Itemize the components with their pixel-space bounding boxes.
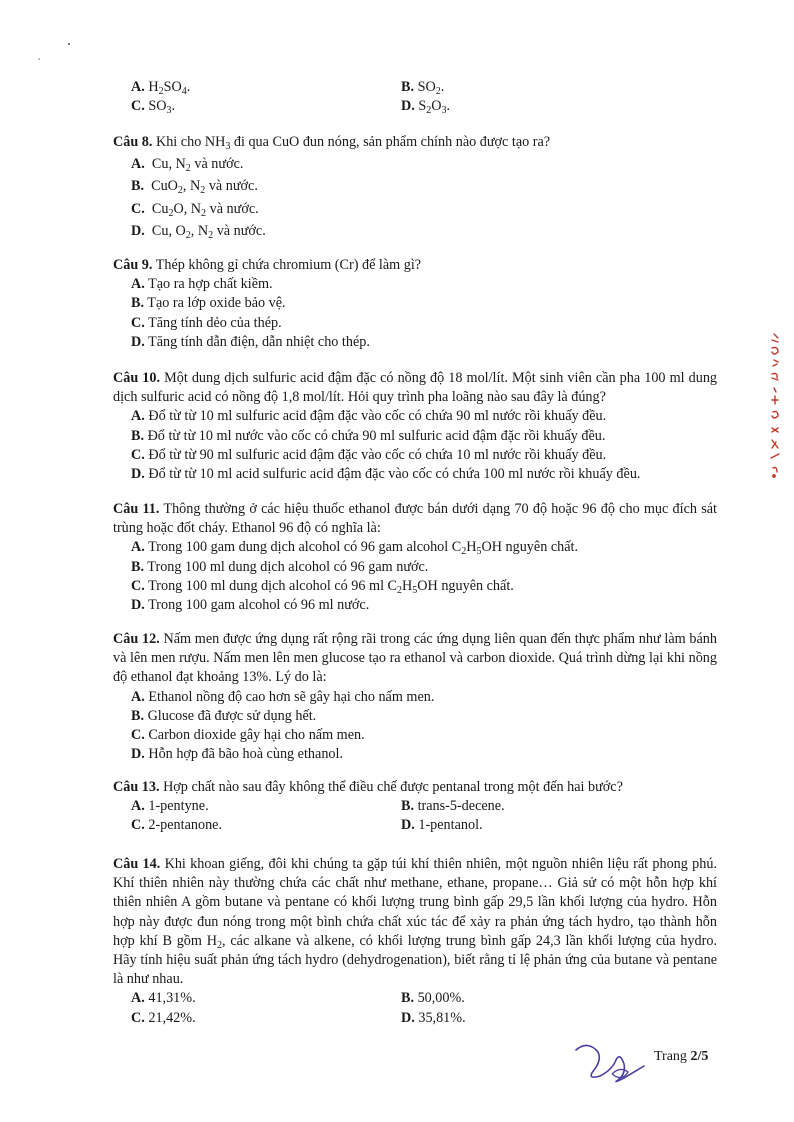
question-stem: Câu 10. Một dung dịch sulfuric acid đậm đặc có nồng độ 18 mol/lít. Một sinh viên cần pha 100 ml dung dịch sulfuric acid có nồng độ 1,8 mol/lít. Hỏi quy trình pha loãng nào sau đây là đúng? [113,370,718,406]
question-11 [113,500,717,615]
option-b: B. Đổ từ từ 10 ml nước vào cốc có chứa 90 ml sulfuric acid đậm đặc rồi khuấy đều. [131,427,606,444]
option-b: B. trans-5-decene. [401,798,505,815]
scan-speck [68,43,70,45]
option-a: A. 41,31%. [131,990,196,1007]
option-a: A. Tạo ra hợp chất kiềm. [131,276,273,293]
option-d: D. Tăng tính dẫn điện, dẫn nhiệt cho thép. [131,333,370,350]
option-a: A. $H_2SO_4$. [131,79,191,97]
side-stamp-mark [756,330,786,480]
option-c: C. Tăng tính dẻo của thép. [131,314,282,331]
option-a: A. Cu, $N_2$ và nước. [131,156,244,175]
option-b: B. $SO_2$. [401,79,445,97]
page-footer: Trang 2/5 [654,1049,709,1064]
scan-speck [38,58,40,60]
option-c: C. $SO_3$. [131,98,176,117]
option-d: D. 35,81%. [401,1009,466,1026]
option-a: A. Ethanol nồng độ cao hơn sẽ gây hại cho nấm men. [131,688,435,705]
option-c: C. Trong 100 ml dung dịch alcohol có 96 ml $C_2H_5OH$ nguyên chất. [131,577,514,596]
question-stem: Câu 13. Hợp chất nào sau đây không thể điều chế được pentanal trong một đến hai bước? [113,779,623,795]
option-b: B. 50,00%. [401,990,465,1007]
question-stem: Câu 9. Thép không gỉ chứa chromium (Cr) để làm gì? [113,257,422,273]
option-d: D. Cu, $O_2$, $N_2$ và nước. [131,222,266,241]
question-stem: Câu 8. Khi cho $NH_3$ đi qua CuO đun nóng, sản phẩm chính nào được tạo ra? [113,134,551,152]
option-c: C. $Cu_2O$, $N_2$ và nước. [131,200,259,219]
question-7-options [113,78,717,116]
option-a: A. 1-pentyne. [131,798,209,815]
question-14 [113,855,717,1028]
option-a: A. Đổ từ từ 10 ml sulfuric acid đậm đặc vào cốc có chứa 90 ml nước rồi khuấy đều. [131,408,607,425]
option-d: D. 1-pentanol. [401,817,483,834]
option-d: D. Đổ từ từ 10 ml acid sulfuric acid đậm đặc vào cốc có chứa 100 ml nước rồi khuấy đều. [131,466,641,483]
option-b: B. Trong 100 ml dung dịch alcohol có 96 gam nước. [131,558,429,575]
option-b: B. Glucose đã được sử dụng hết. [131,707,317,724]
question-12 [113,630,717,764]
question-stem: Câu 12. Nấm men được ứng dụng rất rộng rãi trong các ứng dụng liên quan đến thực phẩm như làm bánh và lên men rượu. Nấm men lên men glucose tạo ra ethanol và carbon dioxide. Quá trình dừng lại khi nồng độ ethanol đạt khoảng 13%. Lý do là: [113,631,717,686]
option-d: D. Hỗn hợp đã bão hoà cùng ethanol. [131,746,343,763]
question-10 [113,369,717,484]
option-c: C. 21,42%. [131,1009,196,1026]
signature [572,1030,652,1090]
option-c: C. 2-pentanone. [131,817,223,834]
option-d: D. Trong 100 gam alcohol có 96 ml nước. [131,597,370,614]
option-c: C. Carbon dioxide gây hại cho nấm men. [131,727,365,744]
option-b: B. Tạo ra lớp oxide bảo vệ. [131,295,286,312]
option-c: C. Đổ từ từ 90 ml sulfuric acid đậm đặc vào cốc có chứa 10 ml nước rồi khuấy đều. [131,446,607,463]
question-9 [113,256,717,352]
option-b: B. CuO$_2$, $N_2$ và nước. [131,178,258,197]
option-d: D. $S_2O_3$. [401,98,451,117]
question-stem: Câu 14. Khi khoan giếng, đôi khi chúng ta gặp túi khí thiên nhiên, một nguồn nhiên liệu rất phong phú. Khí thiên nhiên này thường chứa các chất như methane, ethane, propane… Giả sử có một hỗn hợp khí thiên nhiên A gồm butane và pentane có khối lượng trung bình gấp 29,5 lần khối lượng của hydro. Hỗn hợp này được đun nóng trong một bình chứa chất xúc tác để xảy ra phản ứng tách hydro, tạo thành hỗn hợp khí B gồm $H_2$, các alkane và alkene, có khối lượng trung bình gấp 24,3 lần khối lượng của hydro. Hãy tính hiệu suất phản ứng tách hydro (dehydrogenation), biết rằng tỉ lệ phản ứng của butane và pentane là như nhau. [113,856,717,988]
option-a: A. Trong 100 gam dung dịch alcohol có 96 gam alcohol $C_2H_5OH$ nguyên chất. [131,539,579,558]
question-stem: Câu 11. Thông thường ở các hiệu thuốc ethanol được bán dưới dạng 70 độ hoặc 96 độ cho mục đích sát trùng hoặc đốt cháy. Ethanol 96 độ có nghĩa là: [113,501,717,537]
question-13 [113,778,717,836]
question-8 [113,133,717,241]
